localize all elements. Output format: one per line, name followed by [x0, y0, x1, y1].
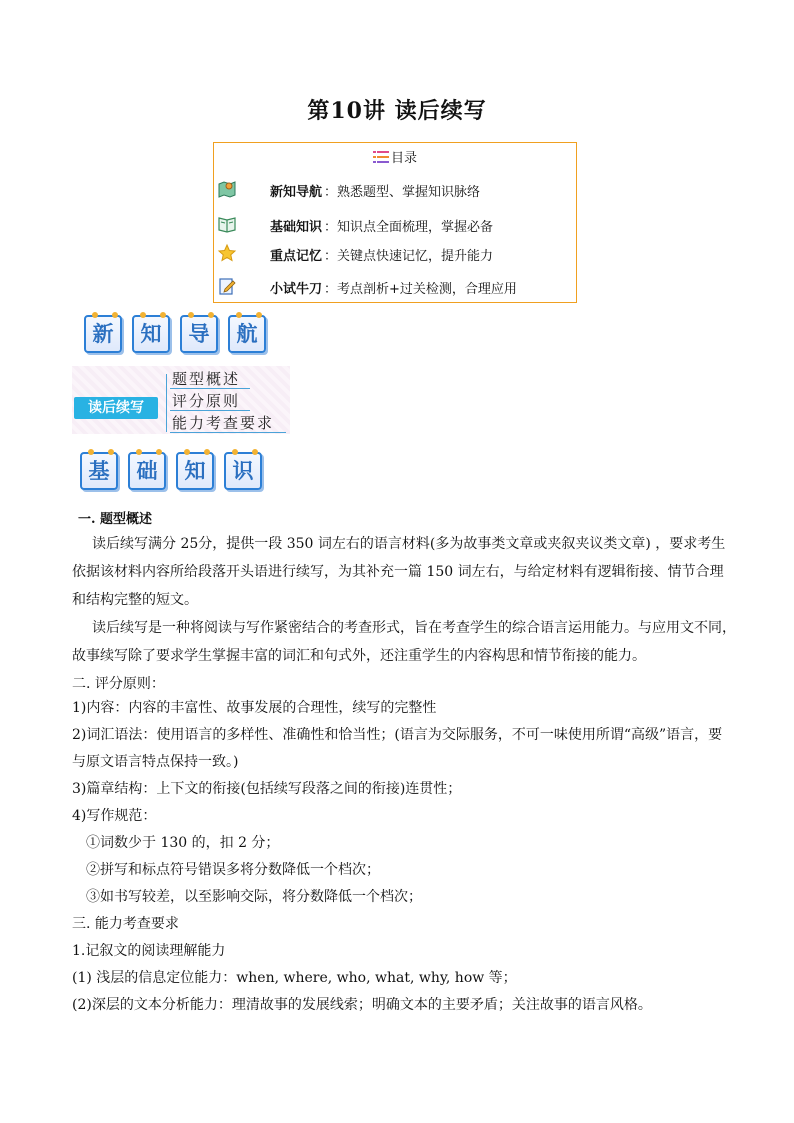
banner-tile: 导 [180, 315, 218, 353]
mind-map-branch: 能力考查要求 [172, 414, 275, 432]
banner-basics [80, 452, 270, 492]
list-item: 1.记叙文的阅读理解能力 [72, 943, 226, 959]
mind-map [72, 366, 290, 434]
list-item: 3)篇章结构：上下文的衔接(包括续写段落之间的衔接)连贯性； [72, 781, 462, 797]
list-item: ①词数少于 130 的，扣 2 分； [86, 835, 280, 851]
banner-tile: 知 [176, 452, 214, 490]
edit-icon [217, 276, 237, 296]
banner-tile: 础 [128, 452, 166, 490]
toc-item-basics[interactable]: 基础知识 ：知识点全面梳理，掌握必备 [214, 214, 576, 240]
paragraph-line: 依据该材料内容所给段落开头语进行续写，为其补充一篇 150 词左右，与给定材料有逻辑衔接、情节合理 [72, 564, 724, 580]
mind-map-center: 读后续写 [74, 397, 158, 419]
paragraph-line: 故事续写除了要求学生掌握丰富的词汇和句式外，还注重学生的内容构思和情节衔接的能力。 [72, 648, 646, 664]
list-item: 4)写作规范： [72, 808, 157, 824]
banner-tile: 识 [224, 452, 262, 490]
list-icon [373, 151, 389, 167]
paragraph-line: 读后续写是一种将阅读与写作紧密结合的考查形式，旨在考查学生的综合语言运用能力。与应用文不同， [92, 620, 736, 636]
list-item: 与原文语言特点保持一致。) [72, 754, 239, 770]
mind-map-branch: 题型概述 [172, 370, 241, 388]
section-heading: 二. 评分原则： [72, 676, 165, 692]
banner-tile: 新 [84, 315, 122, 353]
banner-tile: 基 [80, 452, 118, 490]
toc-item-new-knowledge[interactable]: 新知导航 ：熟悉题型、掌握知识脉络 [214, 179, 576, 205]
mind-map-branch: 评分原则 [172, 392, 241, 410]
list-item: (1) 浅层的信息定位能力：when, where, who, what, why, how 等； [72, 970, 517, 986]
toc-heading: 目录 [214, 147, 576, 167]
section-heading: 一. 题型概述 [78, 512, 153, 527]
toc-box [213, 142, 577, 303]
paragraph-line: 读后续写满分 25分，提供一段 350 词左右的语言材料(多为故事类文章或夹叙夹议类文章) ，要求考生 [92, 536, 726, 552]
section-heading: 三. 能力考查要求 [72, 916, 179, 932]
list-item: 2)词汇语法：使用语言的多样性、准确性和恰当性；(语言为交际服务，不可一味使用所谓“高级”语言，要 [72, 727, 723, 743]
star-icon [217, 243, 237, 263]
page-title: 第10讲 读后续写 [307, 98, 487, 124]
banner-new-knowledge [84, 315, 274, 355]
banner-tile: 知 [132, 315, 170, 353]
map-icon [217, 179, 237, 199]
list-item: ③如书写较差，以至影响交际，将分数降低一个档次； [86, 889, 422, 905]
banner-tile: 航 [228, 315, 266, 353]
list-item: ②拼写和标点符号错误多将分数降低一个档次； [86, 862, 380, 878]
toc-item-practice[interactable]: 小试牛刀 ：考点剖析+过关检测，合理应用 [214, 276, 576, 302]
toc-item-key-memory[interactable]: 重点记忆 ：关键点快速记忆，提升能力 [214, 243, 576, 269]
paragraph-line: 和结构完整的短文。 [72, 592, 198, 608]
list-item: (2)深层的文本分析能力：理清故事的发展线索；明确文本的主要矛盾；关注故事的语言风格。 [72, 997, 652, 1013]
list-item: 1)内容：内容的丰富性、故事发展的合理性，续写的完整性 [72, 700, 437, 716]
book-icon [217, 214, 237, 234]
